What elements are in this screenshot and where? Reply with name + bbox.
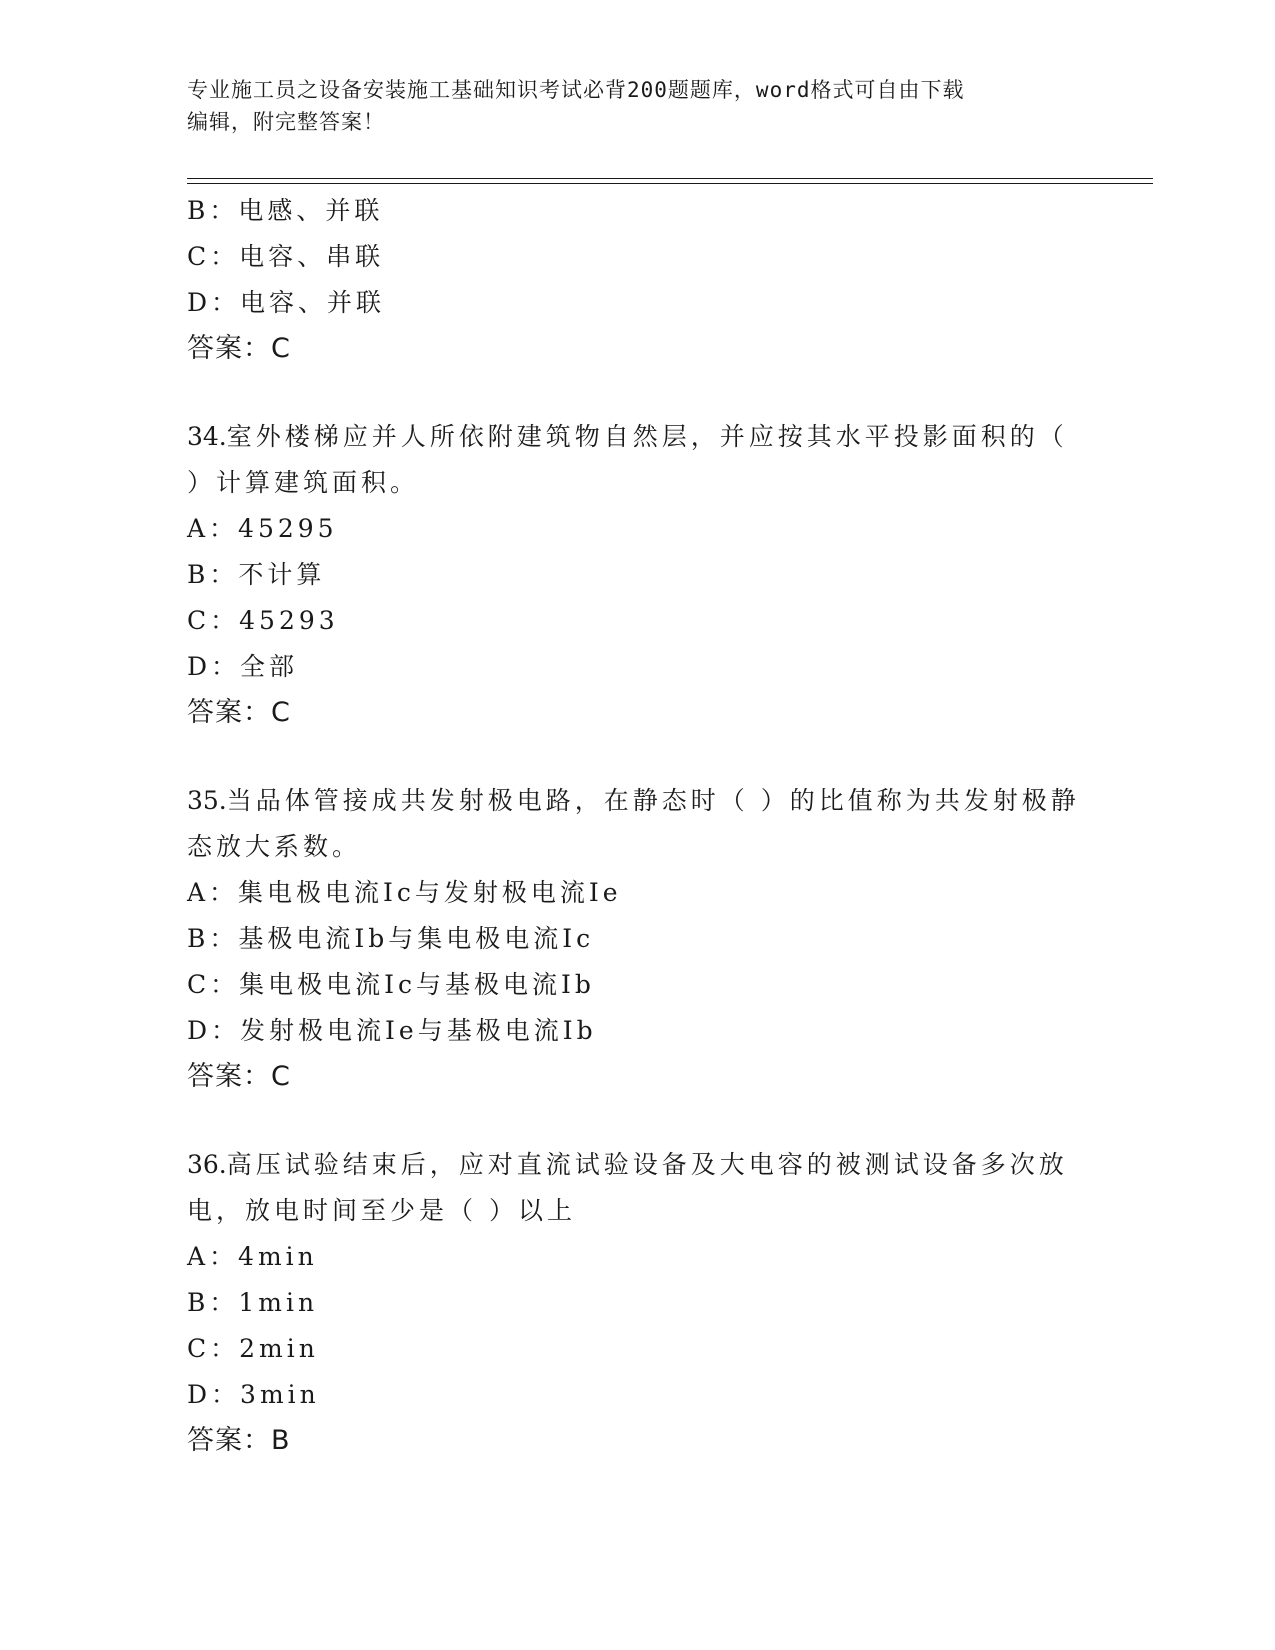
- continued-question: [187, 188, 1107, 372]
- option-a: A：4min: [187, 1242, 318, 1271]
- question-stem: 当品体管接成共发射极电路，在静态时（ ）的比值称为共发射极静态放大系数。: [187, 786, 1080, 861]
- question-number: 34.: [187, 422, 227, 451]
- question-34: [187, 414, 1107, 736]
- option-a: A：45295: [187, 514, 338, 543]
- option-c: C：电容、串联: [187, 242, 385, 271]
- header-rule-bottom: [187, 183, 1153, 184]
- question-35: [187, 778, 1107, 1100]
- question-text: [187, 414, 1087, 506]
- question-36: [187, 1142, 1107, 1464]
- answer-line: 答案：B: [187, 1425, 291, 1456]
- option-d: D：全部: [187, 652, 299, 681]
- option-d: D：发射极电流Ie与基极电流Ib: [187, 1016, 597, 1045]
- answer-line: 答案：C: [187, 1061, 291, 1092]
- option-d: D：电容、并联: [187, 288, 386, 317]
- answer-line: 答案：C: [187, 333, 291, 364]
- document-header: [187, 74, 1107, 138]
- option-d: D：3min: [187, 1380, 320, 1409]
- option-a: A：集电极电流Ic与发射极电流Ie: [187, 878, 622, 907]
- document-body: [187, 188, 1107, 1464]
- option-b: B：电感、并联: [187, 196, 384, 225]
- option-b: B：基极电流Ib与集电极电流Ic: [187, 924, 595, 953]
- question-stem: 室外楼梯应并人所依附建筑物自然层，并应按其水平投影面积的（ ）计算建筑面积。: [187, 422, 1068, 497]
- question-text: [187, 778, 1087, 870]
- question-stem: 高压试验结束后，应对直流试验设备及大电容的被测试设备多次放电，放电时间至少是（ ）以上: [187, 1150, 1068, 1225]
- header-rule-top: [187, 178, 1153, 179]
- option-b: B：不计算: [187, 560, 326, 589]
- question-text: [187, 1142, 1087, 1234]
- header-line-2: 编辑，附完整答案！: [187, 110, 385, 134]
- option-c: C：集电极电流Ic与基极电流Ib: [187, 970, 595, 999]
- option-b: B：1min: [187, 1288, 319, 1317]
- question-number: 35.: [187, 786, 227, 815]
- header-line-1: 专业施工员之设备安装施工基础知识考试必背200题题库，word格式可自由下载: [187, 78, 965, 102]
- answer-line: 答案：C: [187, 697, 291, 728]
- option-c: C：2min: [187, 1334, 319, 1363]
- question-number: 36.: [187, 1150, 227, 1179]
- option-c: C：45293: [187, 606, 339, 635]
